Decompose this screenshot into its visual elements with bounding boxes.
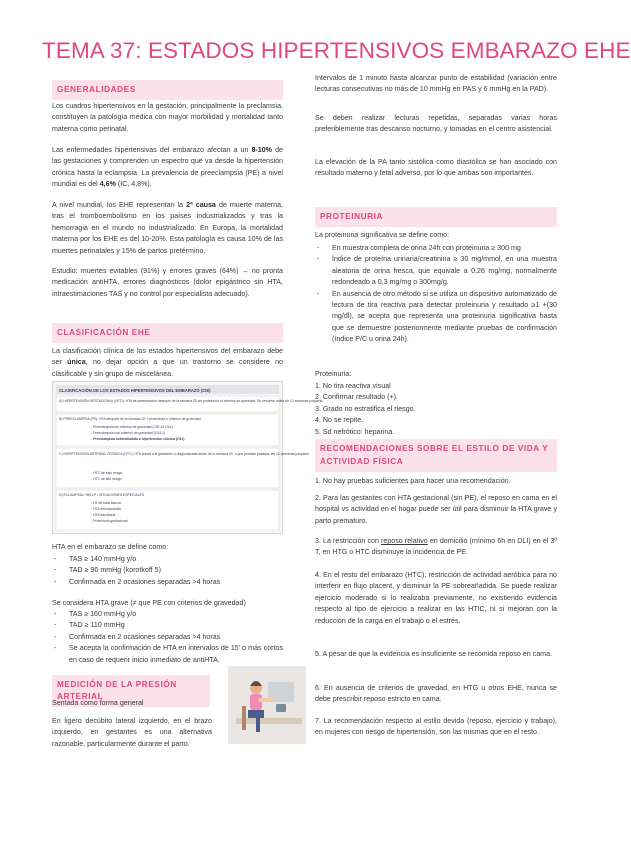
hta-grave-list — [52, 609, 283, 666]
proteinuria-numbered-list — [315, 381, 557, 438]
fig-row-d4: - Proteinuria gestacional — [91, 519, 128, 523]
medicion-paragraph-4: Se deben realizar lecturas repetidas, separadas varias horas preferiblemente tras descanso nocturno, y tomadas en el centro asistencial. — [315, 114, 557, 134]
proteinuria-numbered-item: 2. Confirmar resultado (+). — [315, 393, 398, 402]
proteinuria-intro: La proteinuria significativa se define como: — [315, 231, 450, 239]
recommendation-5: 5. A pesar de que la evidencia es insuficiente se recomida reposo en cama. — [315, 650, 552, 658]
recommendation-4: 4. En el resto del embarazo (HTC), restricción de actividad aeróbica para no interferir en flujo placent, y disminuir la PE sobreañadida. Se puede realizar ejercicio moderado si lo realizaba previamente, no existiendo evidencia respecto al tipo de ejercicio a realizar en las HTIC, ni si mejoran con la reducción de la carga en el trabajo o el estrés. — [315, 571, 557, 625]
classification-table-image — [52, 381, 324, 534]
proteinuria-definition-item: - En ausencia de otro método si se utiliza un dispositivo automatizado de lectura de tira reactiva para detectar proteinuria y resultado ≥1 +(30 mg/dl), se acepta que representa una proteinuria significativa hasta que se demuestre posteriormente mediante pruebas de confirmación (índice P/C u orina 24h). — [315, 289, 557, 346]
fig-row-d: D) ECLAMPSIA / HELLP / SITUACIONES ESPECIALES — [59, 493, 145, 497]
medicion-paragraph-1: Sentada como forma general — [52, 699, 144, 707]
medicion-paragraph-3: Intervalos de 1 minuto hasta alcanzar punto de estabilidad (variación entre lecturas consecutivas no más de 10 mmHg en PAS y 6 mmHg en la PAD). — [315, 74, 557, 94]
hta-grave-item: - Confirmada en 2 ocasiones separadas >4 horas — [52, 632, 283, 643]
fig-row-b2: - Preeclampsia con criterios de gravedad (O14.1) — [91, 431, 166, 435]
proteinuria-definition-item: - En muestra completa de orina 24h con proteinuria ≥ 300 mg — [315, 243, 557, 254]
generalidades-paragraph-2: Las enfermedades hipertensivas del embarazo afectan a un 8-10% de las gestaciones y comprenden un espectro que va desde la hipertensión crónica hasta la eclampsia. La prevalencia de preeclampsia (PE) a nivel mundial es del 4,6% (IC, 4,8%). — [52, 146, 283, 189]
generalidades-paragraph-1: Los cuadros hipertensivos en la gestación, principalmente la preclamsia, constituyen la patología médica con mayor morbilidad y mortalidad tanto materna como perinatal. — [52, 102, 283, 133]
hta-grave-item: - TAD ≥ 110 mmHg — [52, 620, 283, 631]
proteinuria-numbered-item: 5. Sd nefrótico: heparina. — [315, 427, 395, 436]
hta-definition-intro: HTA en el embarazo se define como: — [52, 543, 169, 551]
fig-row-c2: - HTC de alto riesgo — [91, 477, 122, 481]
fig-row-c: C) HIPERTENSIÓN ARTERIAL CRÓNICA (HTC): HTA previa a la gestación o diagnosticada antes de la semana 20, o que persiste pasadas las 12 semanas posparto. — [59, 452, 310, 456]
medicion-paragraph-5: La elevación de la PA tanto sistólica como diastólica se han asociado con resultado materno y fetal adverso, por lo que ambas son importantes. — [315, 158, 557, 178]
section-header-medicion: MEDICIÓN DE LA PRESIÓN ARTERIAL — [52, 675, 210, 707]
hta-definition-list — [52, 554, 283, 588]
recommendation-6: 6. En ausencia de criterios de gravedad, en HTG u otros EHE, nunca se debe prescribir reposo estricto en cama. — [315, 684, 557, 704]
recommendation-1: 1. No hay pruebas suficientes para hacer una recomendación. — [315, 477, 511, 485]
recommendation-2: 2. Para las gestantes con HTA gestacional (sin PE), el reposo en cama en el hospital vs actividad en el hogar puede ser útil para disminuir la HTA grave y parto prematuro. — [315, 494, 557, 525]
proteinuria-definition-list — [315, 243, 557, 346]
medicion-paragraph-2: En ligero decúbito lateral izquierdo, en el brazo izquierdo, en gestantes es una alternativa razonable, particularmente durante el parto. — [52, 717, 212, 748]
proteinuria-definition-item: - Índice de proteína urinaria/creatinina ≥ 30 mg/mmol, en una muestra aleatoria de orina fresca, que equivale a 0,26 mg/mg, normalmente redondeado a 0,3 mg/mg o 300mg/g. — [315, 254, 557, 288]
proteinuria-numbered-item: 3. Grado no estratifica el riesgo. — [315, 404, 416, 413]
fig-header: CLASIFICACIÓN DE LOS ESTADOS HIPERTENSIVOS DEL EMBARAZO (CIE) — [59, 388, 211, 393]
hta-definition-item: - TAS ≥ 140 mmHg y/o — [52, 554, 283, 565]
section-header-clasificacion: CLASIFICACIÓN EHE — [52, 323, 283, 343]
section-header-proteinuria: PROTEINURIA — [315, 207, 557, 227]
blood-pressure-illustration — [228, 666, 306, 744]
fig-row-c1: - HTC de bajo riesgo — [91, 471, 123, 475]
hta-grave-item: - Se acepta la confirmación de HTA en intervalos de 15' o más cortos en caso de requerir inicio inmediato de antiHTA. — [52, 643, 283, 666]
generalidades-paragraph-4: Estudio: muertes evitables (91%) y errores graves (64%) → no pronta medicación antiHTA, errores diagnósticos (dolor epigástrico sin HTA, intraestimaciones TAS y no control por especialista adecuado). — [52, 267, 283, 298]
clasificacion-paragraph: La clasificación clínica de los estados hipertensivos del embarazo debe ser única, no dejar opción a que un trastorno se considere no clasificable y sin grupo de miscelánea. — [52, 347, 283, 378]
fig-row-b3: - Preeclampsia sobreañadida a hipertensión crónica (O11) — [91, 437, 185, 441]
hta-grave-intro: Se considera HTA grave (≠ que PE con criterios de gravedad) — [52, 599, 246, 607]
recommendation-7: 7. La recomendación respecto al estilo devida (reposo, ejercicio y trabajo), en mujeres con riesgo de hipertensión, son las mismas que en el resto. — [315, 717, 557, 737]
fig-row-a: A) HIPERTENSIÓN GESTACIONAL (HTG): HTA de presentación después de la semana 20 sin proteinuria ni criterios de gravedad. Se resuelve antes de 12 semanas posparto. — [59, 399, 324, 403]
proteinuria-numbered-item: 4. No se repite. — [315, 416, 364, 425]
fig-row-b: B) PREECLAMPSIA (PE): HTA después de la semana 20 + proteinuria o criterios de gravedad. — [59, 417, 202, 421]
proteinuria-numbered-item: 1. No tira reactiva visual — [315, 382, 391, 390]
proteinuria-list-title: Proteinuria: — [315, 370, 352, 378]
section-header-recomendaciones: RECOMENDACIONES SOBRE EL ESTILO DE VIDA Y ACTIVIDAD FÍSICA — [315, 439, 557, 472]
hta-definition-item: - TAD ≥ 90 mmHg (korotkoff 5) — [52, 565, 283, 576]
hta-definition-item: - Confirmada en 2 ocasiones separadas >4 horas — [52, 577, 283, 588]
recommendation-3: 3. La restricción con reposo relativo en domicilio (mínimo 6h en DLI) en el 3º T, en HTG o HTC disminuye la incidencia de PE. — [315, 537, 557, 557]
generalidades-paragraph-3: A nivel mundial, los EHE representan la 2ª causa de muerte materna, tras el tromboembolismo en los países industrializados y tras la hemorragia en el mundo no industrializado. En Europa, la mortalidad materna por los EHE es del 10-20%. Esta patología es causa 10% de las muertes perinatales y 15% de partos pretérmino. — [52, 201, 284, 255]
seated-woman-icon — [228, 666, 306, 744]
fig-row-d2: - HTA enmascarada — [91, 507, 121, 511]
section-header-generalidades: GENERALIDADES — [52, 80, 283, 100]
hta-grave-item: - TAS ≥ 160 mmHg y/o — [52, 609, 283, 620]
fig-row-b1: - Preeclampsia sin criterios de gravedad (CIE-10 O14) — [91, 425, 173, 429]
fig-row-d3: - HTA transitoria — [91, 513, 116, 517]
classification-table-graphic — [53, 382, 324, 533]
page-title: TEMA 37: ESTADOS HIPERTENSIVOS EMBARAZO EHE — [42, 38, 631, 63]
fig-row-d1: - HT de bata blanca — [91, 501, 121, 505]
